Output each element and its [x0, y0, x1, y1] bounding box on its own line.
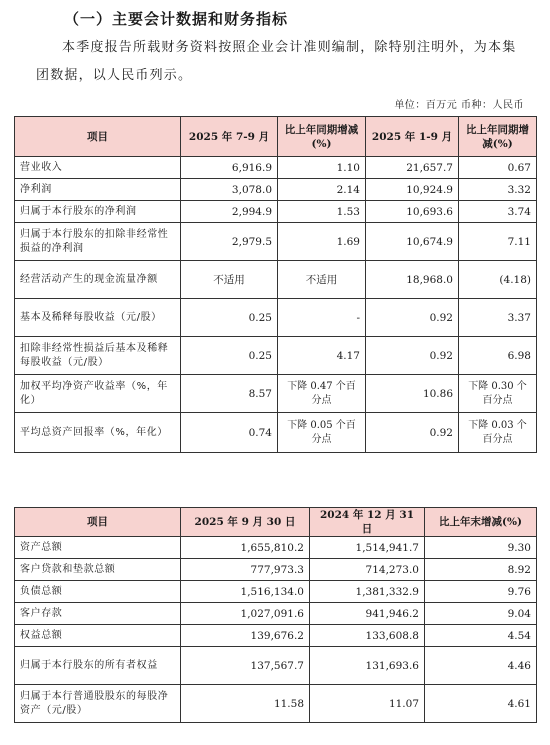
table-row — [15, 337, 537, 375]
q3-value: 6,916.9 — [181, 157, 278, 179]
q3-change: 1.53 — [278, 201, 366, 223]
row-label: 营业收入 — [15, 157, 181, 179]
q3-value: 0.25 — [181, 337, 278, 375]
section-title: （一）主要会计数据和财务指标 — [64, 10, 289, 28]
change-value: 4.54 — [425, 625, 537, 647]
q3-value: 3,078.0 — [181, 179, 278, 201]
q3-value: 不适用 — [181, 261, 278, 299]
header-ytd: 2025 年 1-9 月 — [366, 117, 459, 157]
dec31-value: 714,273.0 — [310, 559, 425, 581]
table-header-row — [15, 508, 537, 537]
header-sep30: 2025 年 9 月 30 日 — [181, 508, 310, 537]
row-label: 归属于本行股东的所有者权益 — [15, 647, 181, 685]
header-q3-change: 比上年同期增减(%) — [278, 117, 366, 157]
ytd-change: 下降 0.30 个百分点 — [459, 375, 537, 413]
row-label: 客户贷款和垫款总额 — [15, 559, 181, 581]
dec31-value: 133,608.8 — [310, 625, 425, 647]
row-label: 归属于本行普通股股东的每股净资产（元/股） — [15, 685, 181, 723]
table-row — [15, 581, 537, 603]
q3-change: 不适用 — [278, 261, 366, 299]
table-row — [15, 179, 537, 201]
table-row — [15, 559, 537, 581]
q3-change: - — [278, 299, 366, 337]
q3-value: 0.74 — [181, 413, 278, 453]
row-label: 平均总资产回报率（%，年化） — [15, 413, 181, 453]
table-row — [15, 647, 537, 685]
dec31-value: 11.07 — [310, 685, 425, 723]
table-row — [15, 537, 537, 559]
ytd-value: 18,968.0 — [366, 261, 459, 299]
dec31-value: 1,514,941.7 — [310, 537, 425, 559]
header-dec31: 2024 年 12 月 31 日 — [310, 508, 425, 537]
ytd-value: 0.92 — [366, 337, 459, 375]
ytd-value: 10,693.6 — [366, 201, 459, 223]
table-row — [15, 223, 537, 261]
q3-change: 下降 0.47 个百分点 — [278, 375, 366, 413]
ytd-value: 10.86 — [366, 375, 459, 413]
row-label: 加权平均净资产收益率（%，年化） — [15, 375, 181, 413]
row-label: 基本及稀释每股收益（元/股） — [15, 299, 181, 337]
row-label: 净利润 — [15, 179, 181, 201]
table-row — [15, 375, 537, 413]
q3-change: 4.17 — [278, 337, 366, 375]
ytd-change: (4.18) — [459, 261, 537, 299]
sep30-value: 1,516,134.0 — [181, 581, 310, 603]
header-item: 项目 — [15, 508, 181, 537]
ytd-value: 21,657.7 — [366, 157, 459, 179]
change-value: 9.04 — [425, 603, 537, 625]
q3-value: 8.57 — [181, 375, 278, 413]
ytd-change: 3.74 — [459, 201, 537, 223]
ytd-value: 0.92 — [366, 299, 459, 337]
row-label: 归属于本行股东的扣除非经常性损益的净利润 — [15, 223, 181, 261]
change-value: 4.61 — [425, 685, 537, 723]
sep30-value: 777,973.3 — [181, 559, 310, 581]
table-row — [15, 685, 537, 723]
ytd-value: 0.92 — [366, 413, 459, 453]
change-value: 4.46 — [425, 647, 537, 685]
row-label: 经营活动产生的现金流量净额 — [15, 261, 181, 299]
dec31-value: 941,946.2 — [310, 603, 425, 625]
balance-data-table — [14, 507, 537, 723]
ytd-change: 3.37 — [459, 299, 537, 337]
ytd-value: 10,924.9 — [366, 179, 459, 201]
sep30-value: 11.58 — [181, 685, 310, 723]
ytd-change: 6.98 — [459, 337, 537, 375]
row-label: 归属于本行股东的净利润 — [15, 201, 181, 223]
sep30-value: 1,027,091.6 — [181, 603, 310, 625]
q3-change: 1.10 — [278, 157, 366, 179]
q3-change: 下降 0.05 个百分点 — [278, 413, 366, 453]
row-label: 扣除非经常性损益后基本及稀释每股收益（元/股） — [15, 337, 181, 375]
sep30-value: 1,655,810.2 — [181, 537, 310, 559]
change-value: 9.30 — [425, 537, 537, 559]
sep30-value: 137,567.7 — [181, 647, 310, 685]
table-row — [15, 625, 537, 647]
header-change: 比上年末增减(%) — [425, 508, 537, 537]
dec31-value: 131,693.6 — [310, 647, 425, 685]
table-row — [15, 299, 537, 337]
header-item: 项目 — [15, 117, 181, 157]
q3-change: 2.14 — [278, 179, 366, 201]
row-label: 负债总额 — [15, 581, 181, 603]
table-row — [15, 413, 537, 453]
ytd-change: 下降 0.03 个百分点 — [459, 413, 537, 453]
q3-value: 2,994.9 — [181, 201, 278, 223]
intro-paragraph: 本季度报告所载财务资料按照企业会计准则编制，除特别注明外，为本集团数据，以人民币列示。 — [36, 40, 517, 83]
q3-value: 0.25 — [181, 299, 278, 337]
ytd-change: 0.67 — [459, 157, 537, 179]
header-ytd-change: 比上年同期增减(%) — [459, 117, 537, 157]
table-row — [15, 157, 537, 179]
ytd-value: 10,674.9 — [366, 223, 459, 261]
row-label: 资产总额 — [15, 537, 181, 559]
table-row — [15, 201, 537, 223]
ytd-change: 7.11 — [459, 223, 537, 261]
unit-note: 单位：百万元 币种：人民币 — [394, 100, 524, 111]
key-data-table — [14, 116, 537, 453]
q3-value: 2,979.5 — [181, 223, 278, 261]
ytd-change: 3.32 — [459, 179, 537, 201]
change-value: 8.92 — [425, 559, 537, 581]
change-value: 9.76 — [425, 581, 537, 603]
sep30-value: 139,676.2 — [181, 625, 310, 647]
table-row — [15, 261, 537, 299]
q3-change: 1.69 — [278, 223, 366, 261]
table-row — [15, 603, 537, 625]
row-label: 客户存款 — [15, 603, 181, 625]
row-label: 权益总额 — [15, 625, 181, 647]
dec31-value: 1,381,332.9 — [310, 581, 425, 603]
header-q3: 2025 年 7-9 月 — [181, 117, 278, 157]
table-header-row — [15, 117, 537, 157]
